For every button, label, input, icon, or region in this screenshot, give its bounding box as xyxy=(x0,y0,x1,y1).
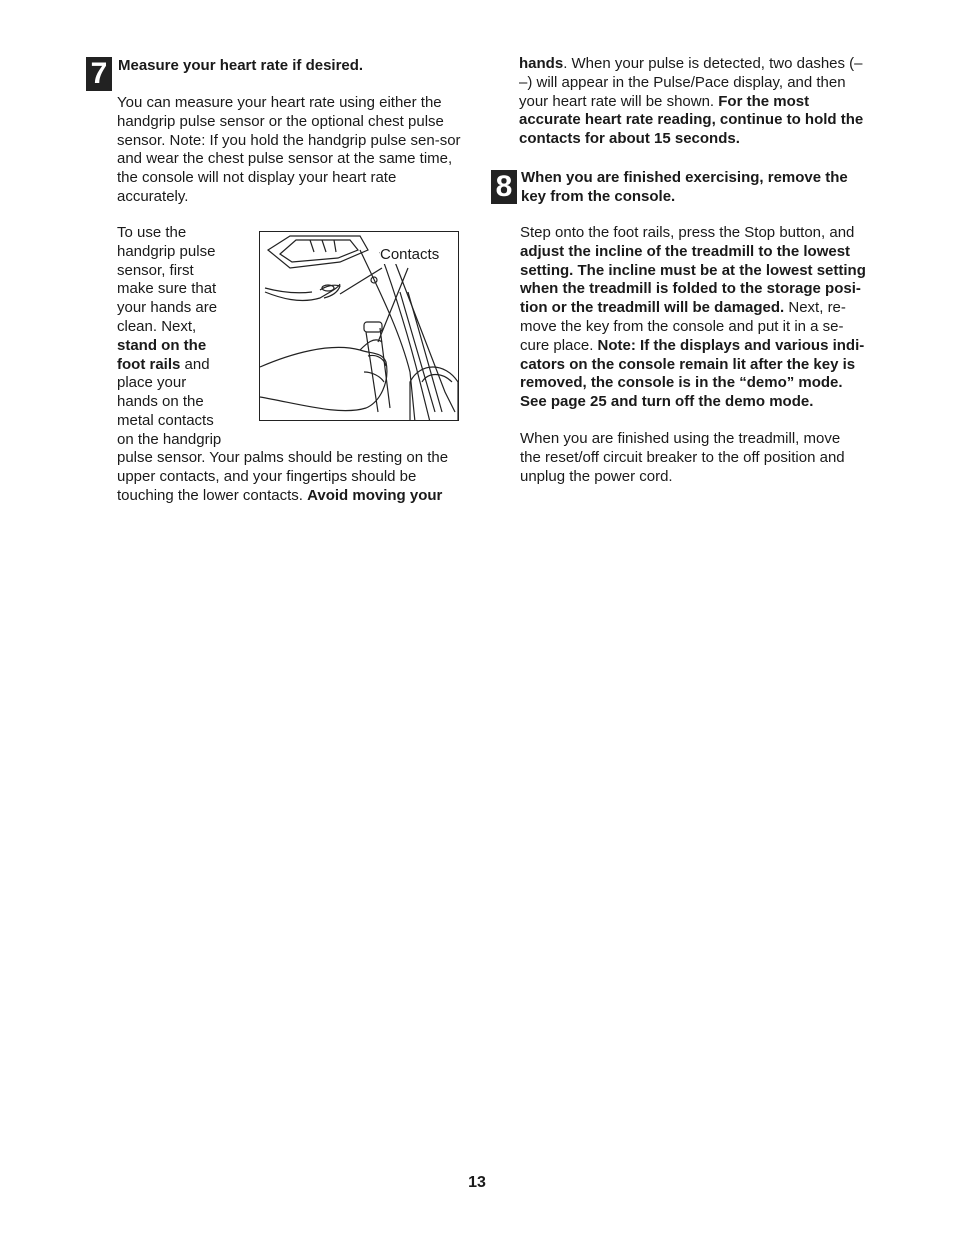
column-2-continuation xyxy=(519,55,864,149)
p2-rest: pulse sensor. Your palms should be resting on the upper contacts, and your fingertips should be touching the lower contacts. xyxy=(117,449,449,504)
p2-bold-foot-rails: foot rails xyxy=(117,355,181,373)
p2-line: handgrip pulse xyxy=(117,242,216,260)
step-8-paragraph-1 xyxy=(520,224,870,412)
col2-bold-end: For the most accurate heart rate reading, continue to hold the contacts for about 15 seconds. xyxy=(519,92,864,148)
step-7-para1-text: You can measure your heart rate using either the handgrip pulse sensor or the optional chest pulse sensor. Note: If you hold the handgrip pulse sen-sor and wear the chest pulse sensor at the same time, the console will not display your heart rate accurately. xyxy=(117,94,461,205)
s8-text2: Next, re-move the key from the console and put it in a se-cure place. xyxy=(520,299,846,354)
p2-line: hands on the xyxy=(117,393,204,411)
handgrip-contacts-illustration xyxy=(259,231,459,421)
p2-line: To use the xyxy=(117,224,187,241)
hands-bold: hands xyxy=(519,55,564,72)
col2-text: . When your pulse is detected, two dashes (– –) will appear in the Pulse/Pace display, and then your heart rate will be shown. xyxy=(519,55,863,110)
step-8-badge: 8 xyxy=(491,170,517,204)
step-8-heading: When you are finished exercising, remove the key from the console. xyxy=(521,169,848,205)
p2-line: your hands are xyxy=(117,299,218,317)
p2-bold-end: Avoid moving your xyxy=(307,486,443,504)
step-7-paragraph-2-narrow xyxy=(117,224,252,450)
contacts-label: Contacts xyxy=(380,246,440,263)
s8-bold1: adjust the incline of the treadmill to the lowest setting. The incline must be at the lowest setting when the treadmill is folded to the storage posi-tion or the treadmill will be damaged. xyxy=(520,242,866,317)
step-7-paragraph-2-wide xyxy=(117,449,467,505)
step-7-paragraph-1 xyxy=(117,94,465,207)
s8-bold2: Note: If the displays and various indi-cators on the console remain lit after the key is removed, the console is in the “demo” mode. See page 25 and turn off the demo mode. xyxy=(520,336,865,411)
p2-line: clean. Next, xyxy=(117,317,197,335)
p2-line: sensor, first xyxy=(117,261,194,279)
s8-text1: Step onto the foot rails, press the Stop button, and xyxy=(520,224,855,241)
p2-line: metal contacts xyxy=(117,411,214,429)
step-8-paragraph-2 xyxy=(520,430,865,486)
s8-p2: When you are finished using the treadmill, move the reset/off circuit breaker to the off position and unplug the power cord. xyxy=(520,430,845,485)
p2-line: place your xyxy=(117,374,187,392)
step-7-badge: 7 xyxy=(86,57,112,91)
p2-and: and xyxy=(180,355,210,373)
p2-line: make sure that xyxy=(117,280,217,298)
p2-bold-line: stand on the xyxy=(117,336,207,354)
step-7-heading: Measure your heart rate if desired. xyxy=(118,57,364,74)
p2-line: on the handgrip xyxy=(117,430,222,448)
page-number: 13 xyxy=(468,1174,486,1191)
